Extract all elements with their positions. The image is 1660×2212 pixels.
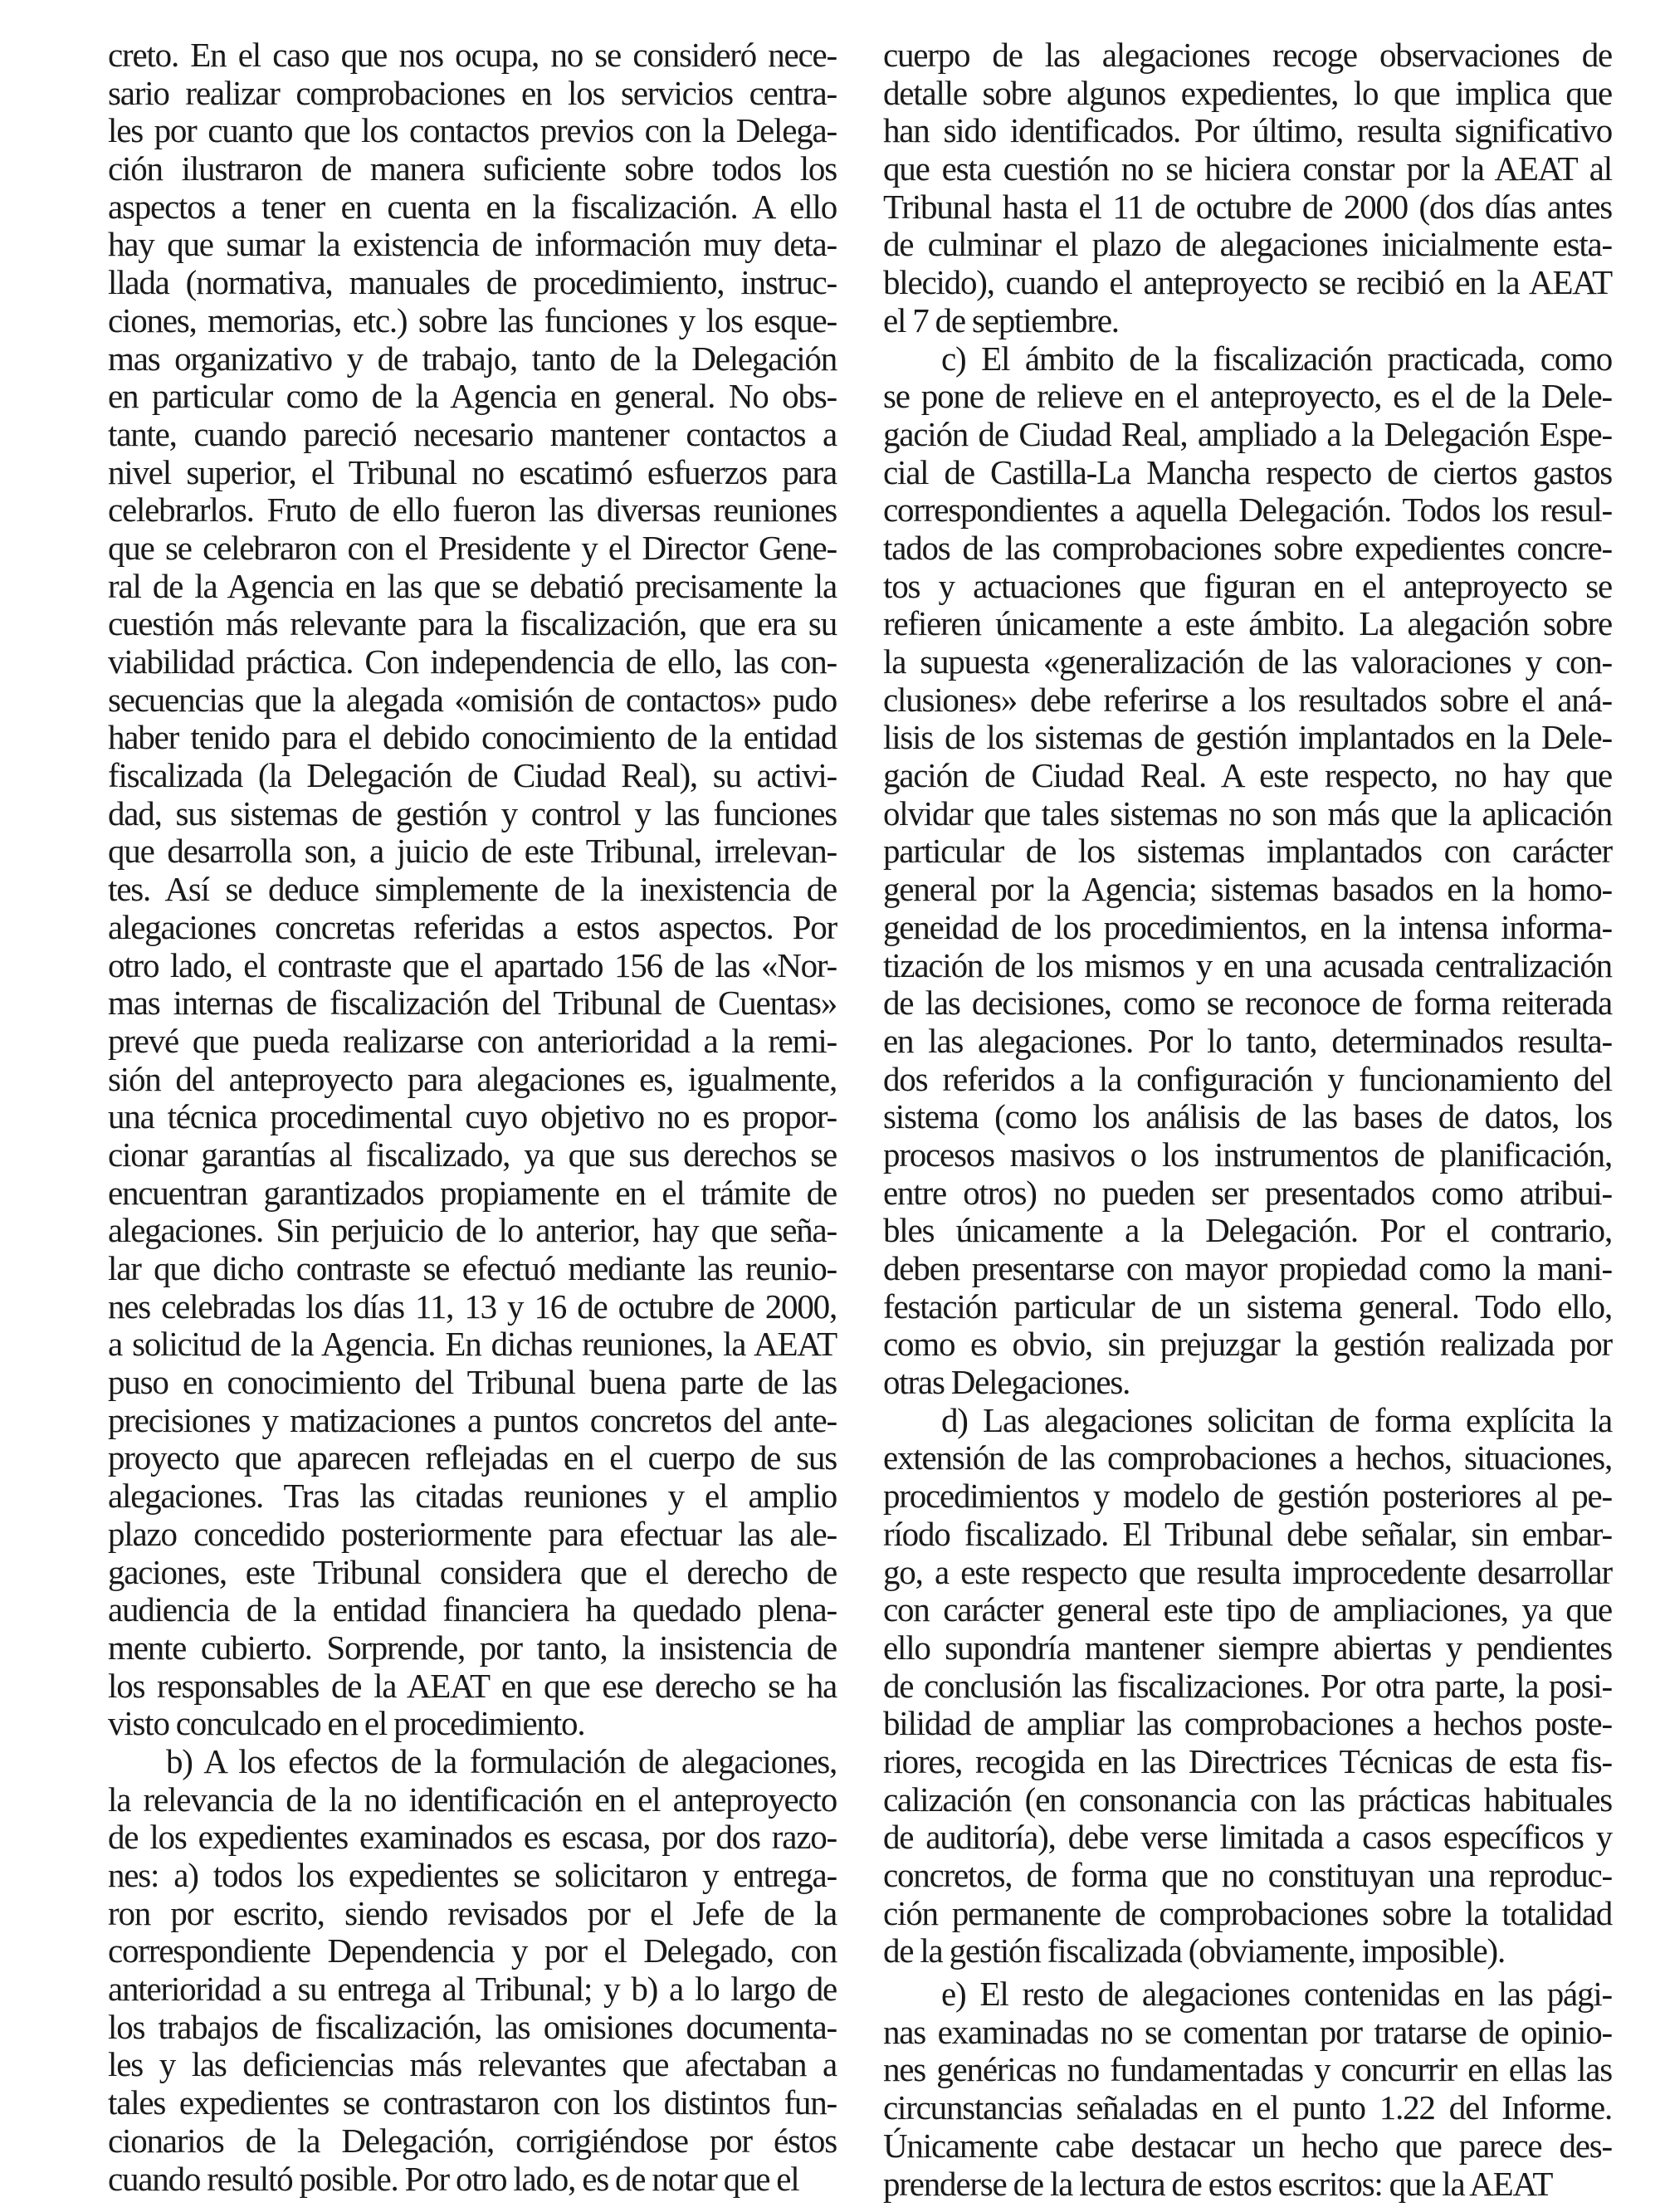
text-line-content: blecido), cuando el anteproyecto se recibió en la AEAT xyxy=(883,263,1612,302)
text-line xyxy=(108,833,837,871)
text-line xyxy=(108,871,837,909)
text-line-content: secuencias que la alegada «omisión de contactos» pudo xyxy=(108,680,837,719)
text-line xyxy=(108,1743,837,1781)
text-line xyxy=(108,1174,837,1213)
text-line xyxy=(883,1477,1612,1516)
text-line xyxy=(108,984,837,1023)
text-line-content: ríodo fiscalizado. El Tribunal debe señalar, sin embar- xyxy=(883,1514,1612,1553)
text-line-content: el 7 de septiembre. xyxy=(883,300,1119,339)
text-line xyxy=(108,75,837,113)
text-line-content: d) Las alegaciones solicitan de forma explícita la xyxy=(941,1400,1612,1439)
text-line-content: de la gestión fiscalizada (obviamente, imposible). xyxy=(883,1931,1506,1970)
text-line xyxy=(883,2051,1612,2089)
text-line xyxy=(108,1402,837,1440)
text-line xyxy=(883,1098,1612,1136)
text-line xyxy=(108,1629,837,1668)
text-line-content: los responsables de la AEAT en que ese derecho se ha xyxy=(108,1666,837,1705)
text-line-content: ral de la Agencia en las que se debatió precisamente la xyxy=(108,566,837,605)
text-line-content: clusiones» debe referirse a los resultados sobre el aná- xyxy=(883,680,1612,719)
text-line-content: calización (en consonancia con las prácticas habituales xyxy=(883,1780,1612,1819)
text-line-content: llada (normativa, manuales de procedimiento, instruc- xyxy=(108,263,837,302)
text-line xyxy=(883,416,1612,454)
text-line-content: procesos masivos o los instrumentos de planificación, xyxy=(883,1135,1612,1174)
text-line xyxy=(883,112,1612,150)
text-line xyxy=(883,681,1612,720)
text-line-content: con carácter general este tipo de ampliaciones, ya que xyxy=(883,1590,1612,1629)
text-line xyxy=(108,2009,837,2047)
text-line-content: una técnica procedimental cuyo objetivo no es propor- xyxy=(108,1097,837,1136)
text-line-content: les por cuanto que los contactos previos con la Delega- xyxy=(108,111,837,150)
text-line xyxy=(108,1516,837,1554)
text-line xyxy=(108,1932,837,1970)
text-line-content: festación particular de un sistema general. Todo ello, xyxy=(883,1287,1612,1326)
text-line xyxy=(883,643,1612,681)
text-line xyxy=(108,909,837,947)
text-line xyxy=(108,1364,837,1402)
text-line xyxy=(108,530,837,568)
text-line xyxy=(883,1516,1612,1554)
text-line xyxy=(108,1250,837,1288)
text-line-content: de conclusión las fiscalizaciones. Por otra parte, la posi- xyxy=(883,1666,1612,1705)
text-line xyxy=(108,1023,837,1061)
text-line xyxy=(883,871,1612,909)
text-line-content: les y las deficiencias más relevantes que afectaban a xyxy=(108,2045,837,2084)
text-line xyxy=(883,833,1612,871)
text-line xyxy=(108,568,837,606)
text-line-content: celebrarlos. Fruto de ello fueron las diversas reuniones xyxy=(108,491,837,530)
text-line-content: olvidar que tales sistemas no son más que la aplicación xyxy=(883,793,1612,833)
text-line-content: plazo concedido posteriormente para efectuar las ale- xyxy=(108,1514,837,1553)
text-line xyxy=(883,1364,1612,1402)
text-line xyxy=(883,1288,1612,1326)
text-line xyxy=(108,1970,837,2009)
text-line-content: nes: a) todos los expedientes se solicitaron y entrega- xyxy=(108,1856,837,1894)
text-line-content: ciones, memorias, etc.) sobre las funciones y los esque- xyxy=(108,300,837,339)
text-line-content: cuando resultó posible. Por otro lado, es de notar que el xyxy=(108,2159,799,2198)
text-line xyxy=(883,1857,1612,1895)
text-line-content: gaciones, este Tribunal considera que el derecho de xyxy=(108,1552,837,1591)
text-line xyxy=(883,1743,1612,1781)
text-line xyxy=(883,1975,1612,2014)
text-line xyxy=(108,112,837,150)
text-line xyxy=(883,1705,1612,1743)
text-line xyxy=(883,1061,1612,1099)
text-line xyxy=(883,1781,1612,1819)
text-line-content: que esta cuestión no se hiciera constar por la AEAT al xyxy=(883,149,1612,188)
text-line-content: refieren únicamente a este ámbito. La alegación sobre xyxy=(883,604,1612,643)
text-line-content: ción ilustraron de manera suficiente sobre todos los xyxy=(108,149,837,188)
text-line-content: particular de los sistemas implantados con carácter xyxy=(883,832,1612,871)
text-line-content: gación de Ciudad Real. A este respecto, no hay que xyxy=(883,756,1612,795)
text-line-content: Tribunal hasta el 11 de octubre de 2000 (dos días antes xyxy=(883,187,1612,226)
text-line xyxy=(108,1819,837,1857)
text-line xyxy=(108,1098,837,1136)
text-line-content: tales expedientes se contrastaron con los distintos fun- xyxy=(108,2083,837,2122)
text-line-content: de auditoría), debe verse limitada a casos específicos y xyxy=(883,1818,1612,1857)
text-line-content: precisiones y matizaciones a puntos concretos del ante- xyxy=(108,1400,837,1439)
text-line-content: haber tenido para el debido conocimiento de la entidad xyxy=(108,718,837,757)
text-line xyxy=(108,1857,837,1895)
text-line-content: nivel superior, el Tribunal no escatimó esfuerzos para xyxy=(108,452,837,491)
text-line-content: nes genéricas no fundamentadas y concurrir en ellas las xyxy=(883,2050,1612,2089)
text-line xyxy=(108,226,837,264)
text-line-content: dad, sus sistemas de gestión y control y las funciones xyxy=(108,793,837,833)
text-line xyxy=(883,1212,1612,1250)
text-line-content: nes celebradas los días 11, 13 y 16 de octubre de 2000, xyxy=(108,1287,837,1326)
text-line-content: gación de Ciudad Real, ampliado a la Delegación Espe- xyxy=(883,414,1612,453)
text-line xyxy=(883,1895,1612,1933)
text-line xyxy=(108,1477,837,1516)
text-line-content: de las decisiones, como se reconoce de forma reiterada xyxy=(883,984,1612,1023)
text-line-content: riores, recogida en las Directrices Técnicas de esta fis- xyxy=(883,1741,1612,1780)
text-line-content: a solicitud de la Agencia. En dichas reuniones, la AEAT xyxy=(108,1325,837,1364)
text-line-content: circunstancias señaladas en el punto 1.22 del Informe. xyxy=(883,2088,1612,2127)
text-line xyxy=(108,1705,837,1743)
text-line-content: concretos, de forma que no constituyan una reproduc- xyxy=(883,1856,1612,1894)
text-line-content: cuerpo de las alegaciones recoge observaciones de xyxy=(883,36,1612,74)
text-line-content: fiscalizada (la Delegación de Ciudad Real), su activi- xyxy=(108,756,837,795)
text-line-content: como es obvio, sin prejuzgar la gestión realizada por xyxy=(883,1325,1612,1364)
text-line-content: tados de las comprobaciones sobre expedientes concre- xyxy=(883,528,1612,567)
text-line-content: lar que dicho contraste se efectuó mediante las reunio- xyxy=(108,1249,837,1287)
text-line-content: correspondiente Dependencia y por el Delegado, con xyxy=(108,1931,837,1970)
text-line-content: que desarrolla son, a juicio de este Tribunal, irrelevan- xyxy=(108,832,837,871)
text-line xyxy=(108,1439,837,1477)
text-line-content: b) A los efectos de la formulación de alegaciones, xyxy=(166,1741,837,1780)
text-line-content: bilidad de ampliar las comprobaciones a hechos poste- xyxy=(883,1704,1612,1743)
text-line xyxy=(883,568,1612,606)
text-line xyxy=(883,757,1612,795)
text-line-content: en particular como de la Agencia en general. No obs- xyxy=(108,377,837,416)
text-line xyxy=(108,643,837,681)
text-line xyxy=(883,1402,1612,1440)
text-line xyxy=(883,226,1612,264)
text-line xyxy=(108,681,837,720)
text-line xyxy=(108,340,837,378)
text-line-content: e) El resto de alegaciones contenidas en las pági- xyxy=(941,1975,1612,2014)
text-line xyxy=(883,1629,1612,1668)
text-line xyxy=(108,605,837,643)
text-line-content: puso en conocimiento del Tribunal buena parte de las xyxy=(108,1363,837,1402)
text-line xyxy=(108,150,837,188)
text-line-content: nas examinadas no se comentan por tratarse de opinio- xyxy=(883,2012,1612,2051)
text-line-content: cuestión más relevante para la fiscalización, que era su xyxy=(108,604,837,643)
text-line-content: sario realizar comprobaciones en los servicios centra- xyxy=(108,73,837,112)
text-line-content: anterioridad a su entrega al Tribunal; y b) a lo largo de xyxy=(108,1970,837,2009)
text-line xyxy=(883,605,1612,643)
text-line-content: go, a este respecto que resulta improcedente desarrollar xyxy=(883,1552,1612,1591)
text-line-content: sión del anteproyecto para alegaciones es, igualmente, xyxy=(108,1059,837,1098)
text-line xyxy=(883,2127,1612,2166)
text-line-content: tos y actuaciones que figuran en el anteproyecto se xyxy=(883,566,1612,605)
text-line xyxy=(108,1326,837,1364)
text-line xyxy=(108,264,837,302)
text-line xyxy=(883,1174,1612,1213)
text-line-content: cionarios de la Delegación, corrigiéndose por éstos xyxy=(108,2121,837,2160)
text-line-content: geneidad de los procedimientos, en la intensa informa- xyxy=(883,907,1612,946)
text-line xyxy=(883,302,1612,340)
text-line-content: ello supondría mantener siempre abiertas y pendientes xyxy=(883,1628,1612,1667)
text-line xyxy=(108,2122,837,2161)
text-line xyxy=(108,1288,837,1326)
text-line-content: proyecto que aparecen reflejadas en el cuerpo de sus xyxy=(108,1438,837,1477)
right-column xyxy=(883,37,1612,2203)
text-line xyxy=(883,947,1612,985)
text-line-content: que se celebraron con el Presidente y el Director Gene- xyxy=(108,528,837,567)
text-line xyxy=(883,1591,1612,1629)
text-line xyxy=(883,264,1612,302)
text-line xyxy=(883,150,1612,188)
text-line xyxy=(108,491,837,530)
text-line xyxy=(883,530,1612,568)
text-line-content: ción permanente de comprobaciones sobre la totalidad xyxy=(883,1893,1612,1932)
text-line xyxy=(108,2161,837,2199)
text-line-content: cionar garantías al fiscalizado, ya que sus derechos se xyxy=(108,1135,837,1174)
text-line xyxy=(883,378,1612,416)
text-line xyxy=(883,1819,1612,1857)
text-line xyxy=(883,719,1612,757)
text-line-content: general por la Agencia; sistemas basados en la homo- xyxy=(883,870,1612,909)
text-line-content: aspectos a tener en cuenta en la fiscalización. A ello xyxy=(108,187,837,226)
text-line-content: en las alegaciones. Por lo tanto, determinados resulta- xyxy=(883,1021,1612,1060)
text-line-content: mas internas de fiscalización del Tribunal de Cuentas» xyxy=(108,984,837,1023)
text-line xyxy=(883,1668,1612,1706)
text-line xyxy=(883,1932,1612,1970)
left-column xyxy=(108,37,837,2198)
text-line xyxy=(108,1136,837,1174)
text-line xyxy=(108,37,837,75)
text-line xyxy=(108,378,837,416)
text-line-content: de los expedientes examinados es escasa, por dos razo- xyxy=(108,1818,837,1857)
text-line xyxy=(883,909,1612,947)
text-line-content: audiencia de la entidad financiera ha quedado plena- xyxy=(108,1590,837,1629)
text-line-content: tes. Así se deduce simplemente de la inexistencia de xyxy=(108,870,837,909)
text-line-content: encuentran garantizados propiamente en el trámite de xyxy=(108,1173,837,1212)
text-line-content: se pone de relieve en el anteproyecto, es el de la Dele- xyxy=(883,377,1612,416)
text-line-content: tización de los mismos y en una acusada centralización xyxy=(883,945,1612,984)
text-line-content: alegaciones. Sin perjuicio de lo anterior, hay que seña- xyxy=(108,1211,837,1250)
text-line-content: sistema (como los análisis de las bases de datos, los xyxy=(883,1097,1612,1136)
text-line xyxy=(883,1023,1612,1061)
text-line xyxy=(108,795,837,833)
text-line-content: bles únicamente a la Delegación. Por el contrario, xyxy=(883,1211,1612,1250)
text-line xyxy=(108,2046,837,2084)
text-line-content: prenderse de la lectura de estos escritos: que la AEAT xyxy=(883,2164,1553,2203)
text-line xyxy=(883,37,1612,75)
text-line-content: Únicamente cabe destacar un hecho que parece des- xyxy=(883,2126,1612,2165)
text-line-content: c) El ámbito de la fiscalización practicada, como xyxy=(941,339,1612,378)
text-line-content: hay que sumar la existencia de información muy deta- xyxy=(108,225,837,264)
text-line xyxy=(883,340,1612,378)
text-line xyxy=(108,302,837,340)
text-line-content: lisis de los sistemas de gestión implantados en la Dele- xyxy=(883,718,1612,757)
text-line xyxy=(108,188,837,227)
text-line xyxy=(883,1136,1612,1174)
text-line xyxy=(883,1554,1612,1592)
text-line-content: viabilidad práctica. Con independencia de ello, las con- xyxy=(108,642,837,681)
text-line-content: extensión de las comprobaciones a hechos, situaciones, xyxy=(883,1438,1612,1477)
text-line xyxy=(108,947,837,985)
text-line xyxy=(108,1668,837,1706)
text-line-content: la supuesta «generalización de las valoraciones y con- xyxy=(883,642,1612,681)
text-line-content: visto conculcado en el procedimiento. xyxy=(108,1704,585,1743)
text-line-content: otras Delegaciones. xyxy=(883,1363,1130,1402)
text-line-content: otro lado, el contraste que el apartado 156 de las «Nor- xyxy=(108,945,837,984)
text-line-content: procedimientos y modelo de gestión posteriores al pe- xyxy=(883,1477,1612,1516)
text-line-content: tante, cuando pareció necesario mantener contactos a xyxy=(108,414,837,453)
text-line xyxy=(883,2166,1612,2204)
text-line-content: alegaciones. Tras las citadas reuniones y el amplio xyxy=(108,1477,837,1516)
text-line-content: la relevancia de la no identificación en el anteproyecto xyxy=(108,1780,837,1819)
text-line-content: alegaciones concretas referidas a estos aspectos. Por xyxy=(108,907,837,946)
text-line-content: ron por escrito, siendo revisados por el Jefe de la xyxy=(108,1893,837,1932)
text-line xyxy=(883,454,1612,492)
text-line-content: detalle sobre algunos expedientes, lo que implica que xyxy=(883,73,1612,112)
text-line-content: dos referidos a la configuración y funcionamiento del xyxy=(883,1059,1612,1098)
text-line xyxy=(108,416,837,454)
text-line xyxy=(108,757,837,795)
text-line-content: cial de Castilla-La Mancha respecto de ciertos gastos xyxy=(883,452,1612,491)
text-line xyxy=(883,2089,1612,2127)
text-line-content: entre otros) no pueden ser presentados como atribui- xyxy=(883,1173,1612,1212)
text-line xyxy=(108,719,837,757)
text-line-content: mente cubierto. Sorprende, por tanto, la insistencia de xyxy=(108,1628,837,1667)
text-line-content: creto. En el caso que nos ocupa, no se consideró nece- xyxy=(108,36,837,74)
text-line-content: mas organizativo y de trabajo, tanto de la Delegación xyxy=(108,339,837,378)
text-line xyxy=(108,1895,837,1933)
text-line xyxy=(883,1326,1612,1364)
text-line xyxy=(108,1061,837,1099)
text-line xyxy=(883,2014,1612,2052)
text-line xyxy=(108,1212,837,1250)
text-line xyxy=(108,1591,837,1629)
text-line xyxy=(883,795,1612,833)
text-line-content: prevé que pueda realizarse con anterioridad a la remi- xyxy=(108,1021,837,1060)
text-line-content: los trabajos de fiscalización, las omisiones documenta- xyxy=(108,2007,837,2046)
text-line-content: correspondientes a aquella Delegación. Todos los resul- xyxy=(883,491,1612,530)
text-line xyxy=(108,1554,837,1592)
text-line-content: han sido identificados. Por último, resulta significativo xyxy=(883,111,1612,150)
text-line xyxy=(883,75,1612,113)
text-line xyxy=(883,1439,1612,1477)
text-line-content: deben presentarse con mayor propiedad como la mani- xyxy=(883,1249,1612,1287)
text-line xyxy=(883,1250,1612,1288)
text-line-content: de culminar el plazo de alegaciones inicialmente esta- xyxy=(883,225,1612,264)
text-line xyxy=(883,188,1612,227)
text-line xyxy=(883,491,1612,530)
text-line xyxy=(108,1781,837,1819)
text-line xyxy=(108,2084,837,2122)
text-line xyxy=(883,984,1612,1023)
text-line xyxy=(108,454,837,492)
